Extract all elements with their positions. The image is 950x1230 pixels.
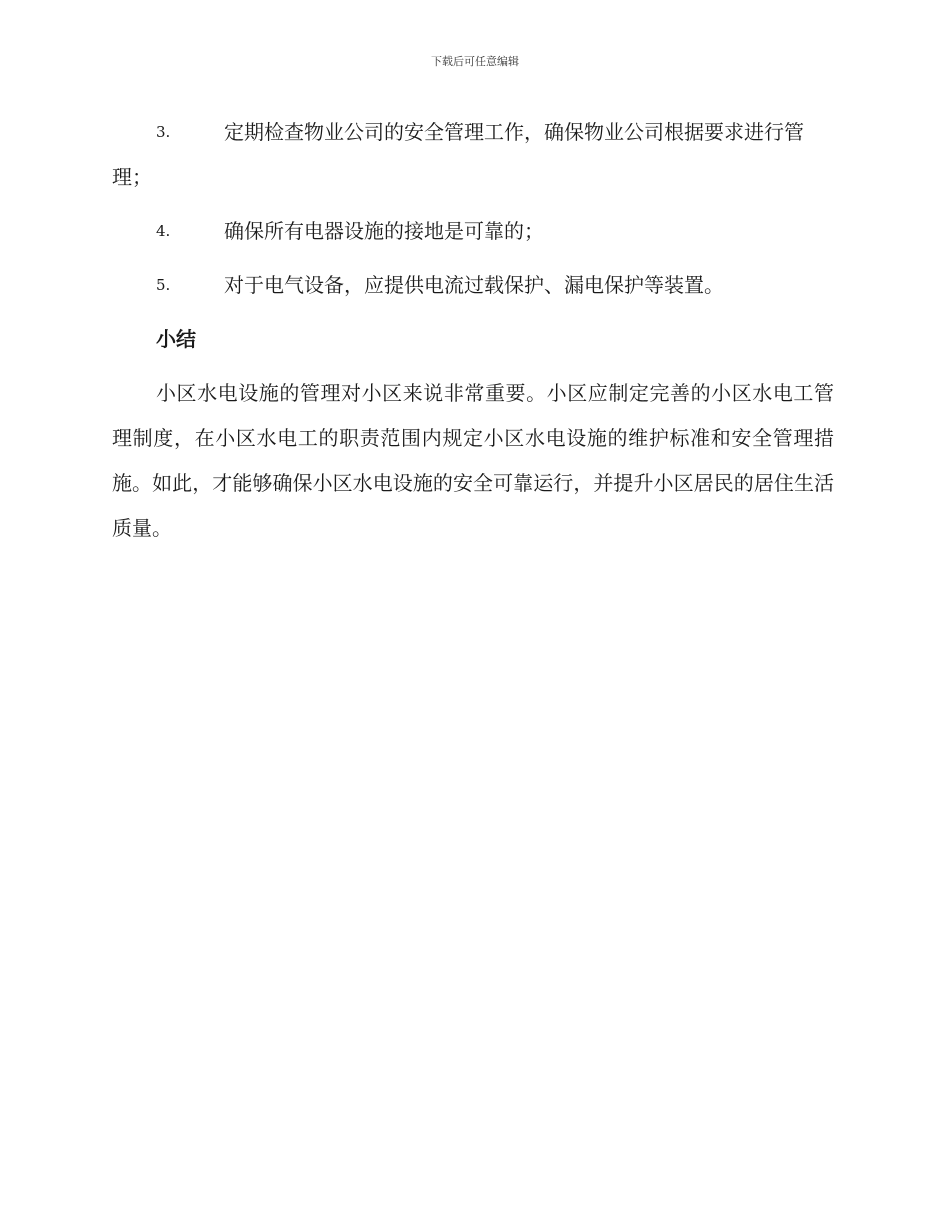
list-item [112,110,834,200]
list-item-text: 确保所有电器设施的接地是可靠的； [224,219,544,243]
list-item-number: 3. [156,123,171,141]
document-body [112,110,834,551]
list-item-text: 定期检查物业公司的安全管理工作，确保物业公司根据要求进行管理； [112,120,804,189]
page-header: 下载后可任意编辑 [431,55,519,68]
summary-paragraph: 小区水电设施的管理对小区来说非常重要。小区应制定完善的小区水电工管理制度，在小区水电工的职责范围内规定小区水电设施的维护标准和安全管理措施。如此，才能够确保小区水电设施的安全可靠运行，并提升小区居民的居住生活质量。 [112,381,834,540]
list-item [112,209,834,254]
list-item-number: 4. [156,222,171,240]
list-item-number: 5. [156,276,171,294]
list-item-text: 对于电气设备，应提供电流过载保护、漏电保护等装置。 [224,273,724,297]
list-item [112,263,834,308]
summary-heading: 小结 [156,327,196,351]
